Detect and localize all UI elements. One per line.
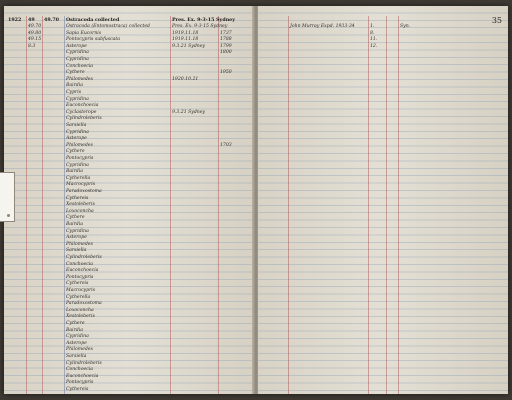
- left-row-c: Ostracoda (Entomostraca) collected: [66, 24, 150, 29]
- left-row-c: Cytherella: [66, 175, 91, 181]
- right-page: [258, 6, 508, 394]
- left-row-c: Xestoleberis: [66, 314, 95, 320]
- left-entries: [4, 6, 254, 394]
- left-row-c: Sapia Eucornis: [66, 30, 102, 36]
- left-row-c: Loxoconcha: [66, 307, 94, 313]
- left-row-e: 1799: [220, 43, 232, 49]
- left-row-c: Paradoxostoma: [66, 189, 102, 194]
- left-row-c: Cythere: [66, 149, 85, 155]
- header-title: Ostracoda collected: [66, 17, 120, 23]
- left-row-c: Asterope: [66, 340, 87, 346]
- left-row-c: Cyclasterope: [66, 109, 97, 115]
- left-row-c: Asterope: [66, 43, 87, 49]
- bookmark-mark: [7, 214, 10, 217]
- left-row-c: Xestoleberis: [66, 202, 95, 208]
- header-entry: Pres. Ex. 9-3-15 Sydney: [172, 17, 236, 23]
- left-row-c: Sarsiella: [66, 248, 87, 254]
- left-row-c: Philomedes: [66, 241, 93, 247]
- left-row-c: Cypridina: [66, 129, 89, 135]
- left-row-c: Conchoecia: [66, 63, 94, 69]
- left-row-c: Conchoecia: [66, 261, 94, 267]
- left-row-c: Cypridina: [66, 57, 89, 62]
- header-col-c: 49.70: [44, 17, 60, 23]
- left-row-c: Macrocypris: [66, 288, 96, 293]
- left-row-c: Cythereis: [66, 195, 89, 201]
- left-row-d: 9.3.21 Sydney: [172, 43, 206, 49]
- left-row-b: 49.70: [28, 24, 42, 29]
- left-row-d: Pres. Ex. 9-3-15 Sydney: [172, 24, 228, 29]
- left-row-c: Cythere: [66, 321, 85, 326]
- left-row-c: Euconchoecia: [66, 268, 99, 274]
- left-row-c: Bairdia: [66, 327, 83, 333]
- left-row-c: Cylindroleberis: [66, 360, 102, 366]
- left-row-c: Asterope: [66, 136, 87, 142]
- left-row-c: Macrocypris: [66, 182, 96, 188]
- left-row-c: Cythereis: [66, 281, 89, 287]
- left-row-e: 1950: [220, 70, 232, 76]
- left-row-c: Cypridina: [66, 96, 89, 102]
- left-row-e: 1800: [220, 50, 232, 56]
- left-row-c: Bairdia: [66, 222, 83, 227]
- left-row-c: Loxoconcha: [66, 208, 94, 214]
- left-row-c: Cylindroleberis: [66, 116, 102, 122]
- left-row-c: Cythere: [66, 70, 85, 76]
- left-row-c: Conchoecia: [66, 367, 94, 373]
- page-number: 35: [491, 16, 502, 25]
- left-row-c: Cypridina: [66, 162, 89, 168]
- left-row-c: Pontocypris: [66, 380, 94, 386]
- left-row-d: 9.3.21 Sydney: [172, 109, 206, 115]
- left-row-c: Philomedes: [66, 347, 93, 353]
- right-row-b: 12.: [370, 43, 378, 49]
- left-row-c: Paradoxostoma: [66, 301, 102, 307]
- left-row-c: Pontocypris: [66, 156, 94, 161]
- left-row-c: Cypridina: [66, 334, 89, 340]
- left-row-d: 1920.10.21: [172, 76, 199, 82]
- left-row-c: Pontocypris subfuscata: [66, 37, 121, 43]
- left-row-c: Bairdia: [66, 83, 83, 89]
- right-row-b: 8.: [370, 30, 375, 36]
- left-row-c: Sarsiella: [66, 123, 87, 128]
- right-entries: [258, 6, 508, 394]
- right-row-a: John Murray Expd. 1933-34: [290, 24, 355, 29]
- left-row-c: Bairdia: [66, 169, 83, 175]
- left-row-c: Cythereis: [66, 387, 89, 392]
- left-row-c: Euconchoecia: [66, 373, 99, 379]
- header-date: 1922: [8, 17, 22, 23]
- left-row-c: Cypridina: [66, 228, 89, 234]
- left-row-e: 1788: [220, 37, 232, 43]
- left-row-c: Cypridina: [66, 50, 89, 56]
- left-row-b: 8.3: [28, 43, 36, 49]
- left-row-c: Cylindroleberis: [66, 255, 102, 260]
- left-row-c: Asterope: [66, 235, 87, 241]
- left-row-c: Cypris: [66, 90, 82, 95]
- left-page: [4, 6, 254, 394]
- right-row-c: Syn.: [400, 24, 411, 29]
- left-row-d: 1919.11.18: [172, 37, 199, 43]
- left-row-c: Pontocypris: [66, 274, 94, 280]
- left-row-e: 1703: [220, 142, 232, 148]
- left-row-c: Cytherella: [66, 294, 91, 300]
- left-row-c: Philomedes: [66, 142, 93, 148]
- left-row-c: Euconchoecia: [66, 103, 99, 109]
- left-row-d: 1919.11.18: [172, 30, 199, 36]
- left-row-b: 49.15: [28, 37, 42, 43]
- left-row-c: Sarsiella: [66, 354, 87, 359]
- left-row-e: 1737: [220, 30, 232, 36]
- right-row-b: 11.: [370, 37, 378, 43]
- header-col-b: 49: [28, 17, 35, 23]
- left-row-b: 49.80: [28, 30, 42, 36]
- right-row-b: 1.: [370, 24, 375, 29]
- left-row-c: Cythere: [66, 215, 85, 221]
- left-row-c: Philomedes: [66, 76, 93, 82]
- register-book: [4, 6, 508, 394]
